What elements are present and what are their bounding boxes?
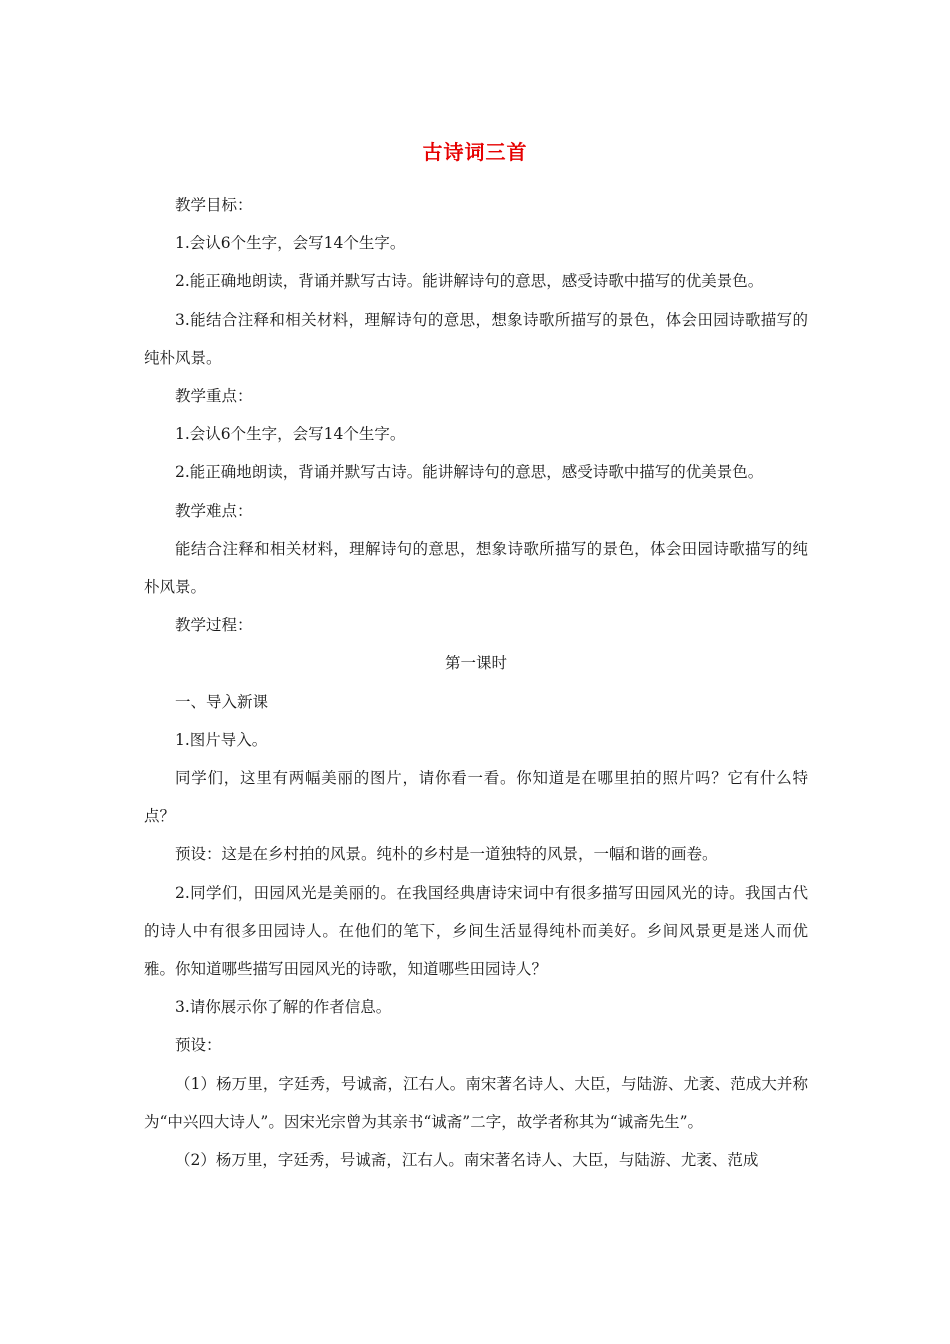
difficulty-text: 能结合注释和相关材料，理解诗句的意思，想象诗歌所描写的景色，体会田园诗歌描写的纯朴风景。 [144, 539, 808, 597]
key-point-item-2: 2.能正确地朗读，背诵并默写古诗。能讲解诗句的意思，感受诗歌中描写的优美景色。 [175, 463, 764, 482]
step-1-text: 同学们，这里有两幅美丽的图片，请你看一看。你知道是在哪里拍的照片吗？它有什么特点？ [144, 769, 808, 826]
heading-difficulties: 教学难点： [175, 501, 253, 520]
objective-item-2: 2.能正确地朗读，背诵并默写古诗。能讲解诗句的意思，感受诗歌中描写的优美景色。 [175, 272, 764, 291]
step-2: 2.同学们，田园风光是美丽的。在我国经典唐诗宋词中有很多描写田园风光的诗。我国古代的诗人中有很多田园诗人。在他们的笔下，乡间生活显得纯朴而美好。乡间风景更是迷人而优雅。你知道哪些描写田园风光的诗歌，知道哪些田园诗人？ [144, 883, 808, 979]
step-3: 3.请你展示你了解的作者信息。 [175, 998, 392, 1017]
step-1-preset: 预设：这是在乡村拍的风景。纯朴的乡村是一道独特的风景，一幅和谐的画卷。 [175, 845, 718, 864]
document-body [144, 186, 808, 1179]
lesson-heading: 第一课时 [444, 654, 507, 673]
key-point-item-1: 1.会认6个生字，会写14个生字。 [175, 425, 406, 444]
section-intro-heading: 一、导入新课 [175, 692, 269, 711]
objective-item-1: 1.会认6个生字，会写14个生字。 [175, 234, 406, 253]
heading-objectives: 教学目标： [175, 196, 253, 214]
heading-key-points: 教学重点： [175, 387, 253, 406]
document-title: 古诗词三首 [422, 140, 528, 164]
author-info-2: （2）杨万里，字廷秀，号诚斋，江右人。南宋著名诗人、大臣，与陆游、尤袤、范成 [175, 1151, 759, 1170]
step-3-preset-label: 预设： [175, 1036, 222, 1055]
step-1: 1.图片导入。 [175, 730, 268, 749]
author-info-1: （1）杨万里，字廷秀，号诚斋，江右人。南宋著名诗人、大臣，与陆游、尤袤、范成大并称为“中兴四大诗人”。因宋光宗曾为其亲书“诚斋”二字，故学者称其为“诚斋先生”。 [144, 1074, 808, 1131]
heading-process: 教学过程： [175, 616, 253, 635]
objective-item-3: 3.能结合注释和相关材料，理解诗句的意思，想象诗歌所描写的景色，体会田园诗歌描写的纯朴风景。 [144, 310, 808, 367]
